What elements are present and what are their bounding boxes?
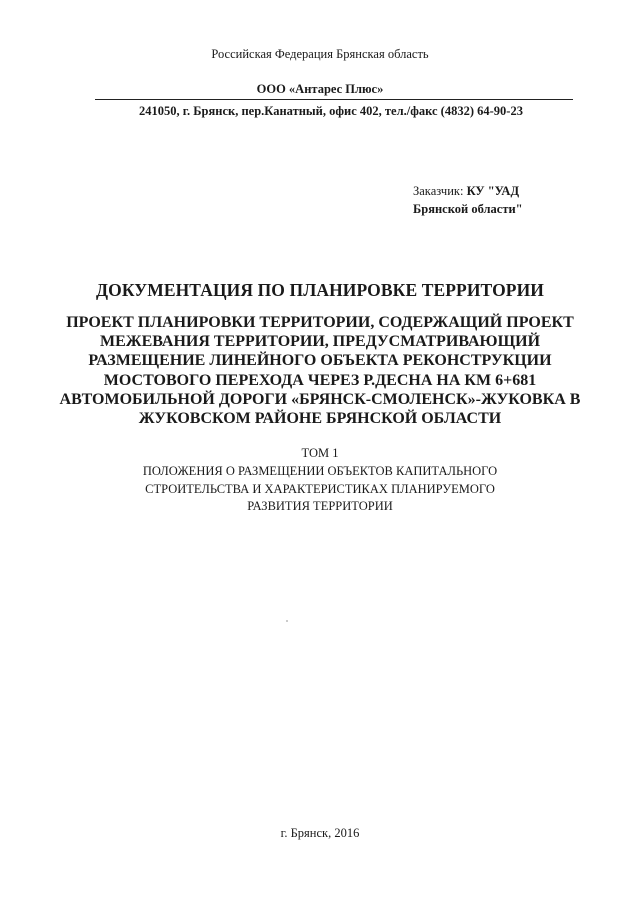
project-title-line: МОСТОВОГО ПЕРЕХОДА ЧЕРЕЗ Р.ДЕСНА НА КМ 6+681 (103, 371, 537, 389)
volume-description-line: СТРОИТЕЛЬСТВА И ХАРАКТЕРИСТИКАХ ПЛАНИРУЕМОГО (145, 481, 495, 496)
volume-number: ТОМ 1 (301, 446, 339, 460)
customer-value-line1: КУ "УАД (466, 184, 520, 198)
customer-label: Заказчик: (413, 184, 464, 198)
volume-description (80, 463, 560, 516)
city-year: г. Брянск, 2016 (280, 826, 360, 840)
project-title-line: РАЗМЕЩЕНИЕ ЛИНЕЙНОГО ОБЪЕКТА РЕКОНСТРУКЦИИ (88, 352, 552, 370)
project-title-line: МЕЖЕВАНИЯ ТЕРРИТОРИИ, ПРЕДУСМАТРИВАЮЩИЙ (99, 333, 541, 351)
scan-dot-mark (286, 620, 288, 622)
project-title-line: АВТОМОБИЛЬНОЙ ДОРОГИ «БРЯНСК-СМОЛЕНСК»-ЖУКОВКА В (59, 390, 581, 408)
volume-description-line: РАЗВИТИЯ ТЕРРИТОРИИ (247, 499, 393, 513)
customer-block (413, 182, 613, 218)
region-line: Российская Федерация Брянская область (211, 47, 429, 61)
project-title-line: ЖУКОВСКОМ РАЙОНЕ БРЯНСКОЙ ОБЛАСТИ (138, 410, 502, 428)
project-title-line: ПРОЕКТ ПЛАНИРОВКИ ТЕРРИТОРИИ, СОДЕРЖАЩИЙ ПРОЕКТ (66, 314, 574, 331)
customer-value-line2: Брянской области" (413, 202, 523, 216)
company-address: 241050, г. Брянск, пер.Канатный, офис 402, тел./факс (4832) 64-90-23 (139, 104, 523, 118)
project-title (40, 313, 600, 428)
document-title: ДОКУМЕНТАЦИЯ ПО ПЛАНИРОВКЕ ТЕРРИТОРИИ (95, 280, 545, 300)
volume-description-line: ПОЛОЖЕНИЯ О РАЗМЕЩЕНИИ ОБЪЕКТОВ КАПИТАЛЬНОГО (142, 464, 498, 478)
company-name: ООО «Антарес Плюс» (256, 82, 384, 96)
header-divider (95, 99, 573, 100)
